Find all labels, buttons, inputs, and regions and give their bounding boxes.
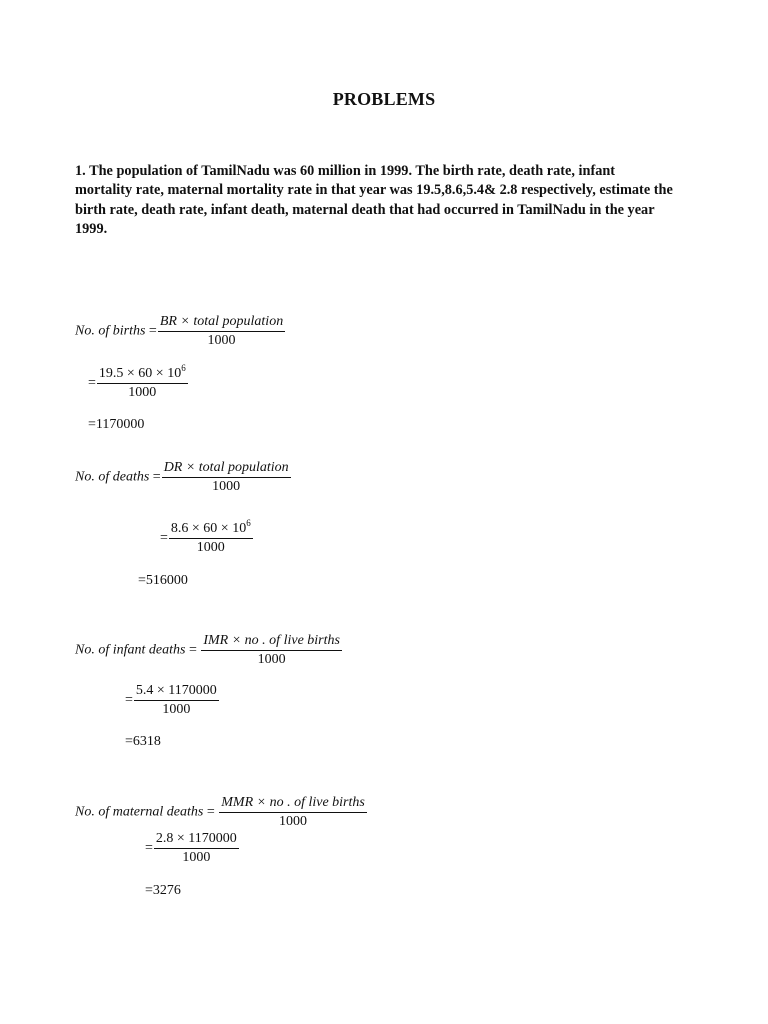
fraction-numerator: BR × total population bbox=[158, 315, 285, 332]
births-formula-fraction bbox=[158, 315, 285, 348]
fraction-denominator: 1000 bbox=[128, 385, 157, 400]
maternal-formula: No. of maternal deaths = $\frac{\text{MMR × no . of live births}}{1000}$ bbox=[75, 795, 365, 829]
infant-formula: No. of infant deaths = $\frac{\text{IMR × no . of live births}}{1000}$ bbox=[75, 633, 340, 667]
births-substitution-fraction bbox=[97, 363, 188, 400]
fraction-numerator: DR × total population bbox=[162, 461, 291, 478]
fraction-numerator: IMR × no . of live births bbox=[201, 634, 342, 651]
infant-result: =6318 bbox=[125, 734, 161, 749]
fraction-numerator: MMR × no . of live births bbox=[219, 796, 367, 813]
fraction-denominator: 1000 bbox=[182, 850, 211, 865]
problem-statement bbox=[75, 162, 675, 240]
deaths-result: =516000 bbox=[138, 573, 188, 588]
infant-substitution-fraction bbox=[134, 684, 219, 717]
maternal-substitution-fraction bbox=[154, 832, 239, 865]
maternal-lhs: No. of maternal deaths bbox=[75, 804, 204, 820]
fraction-numerator: 2.8 × 1170000 bbox=[154, 832, 239, 849]
maternal-formula-fraction bbox=[219, 796, 367, 829]
deaths-lhs: No. of deaths bbox=[75, 469, 150, 485]
births-lhs: No. of births bbox=[75, 323, 146, 339]
infant-formula-fraction bbox=[201, 634, 342, 667]
deaths-formula-fraction bbox=[162, 461, 291, 494]
infant-lhs: No. of infant deaths bbox=[75, 642, 186, 658]
maternal-substitution: = $\frac{2.8 \times 1170000}{1000}$ bbox=[145, 831, 237, 865]
problem-text: The population of TamilNadu was 60 million in 1999. The birth rate, death rate, infant mortality rate, maternal mortality rate in that year was 19.5,8.6,5.4& 2.8 respectively, estimate the birth rate, death rate, infant death, maternal death that had occurred in TamilNadu in the year 1999. bbox=[75, 163, 673, 238]
fraction-denominator: 1000 bbox=[196, 540, 225, 555]
infant-substitution: = $\frac{5.4 \times 1170000}{1000}$ bbox=[125, 683, 217, 717]
fraction-numerator: $8.6 \times 60 \times 10^6$ bbox=[169, 522, 253, 539]
fraction-numerator: $19.5 \times 60 \times 10^6$ bbox=[97, 367, 188, 384]
deaths-substitution-fraction bbox=[169, 518, 253, 555]
fraction-numerator: 5.4 × 1170000 bbox=[134, 684, 219, 701]
births-formula: No. of births = $\frac{\text{BR × total population}}{1000}$ bbox=[75, 314, 284, 348]
fraction-denominator: 1000 bbox=[257, 652, 286, 667]
deaths-substitution: = $\frac{8.6 \times 60 \times 10^6}{1000}$ bbox=[160, 518, 251, 555]
fraction-denominator: 1000 bbox=[212, 479, 241, 494]
maternal-result: =3276 bbox=[145, 883, 181, 898]
births-substitution: = $\frac{19.5 \times 60 \times 10^6}{1000}$ bbox=[88, 363, 186, 400]
page-title: PROBLEMS bbox=[332, 89, 436, 109]
problem-number: 1. bbox=[75, 163, 86, 179]
fraction-denominator: 1000 bbox=[207, 333, 236, 348]
fraction-denominator: 1000 bbox=[279, 814, 308, 829]
births-result: =1170000 bbox=[88, 417, 145, 432]
fraction-denominator: 1000 bbox=[162, 702, 191, 717]
deaths-formula: No. of deaths = $\frac{\text{DR × total population}}{1000}$ bbox=[75, 460, 289, 494]
